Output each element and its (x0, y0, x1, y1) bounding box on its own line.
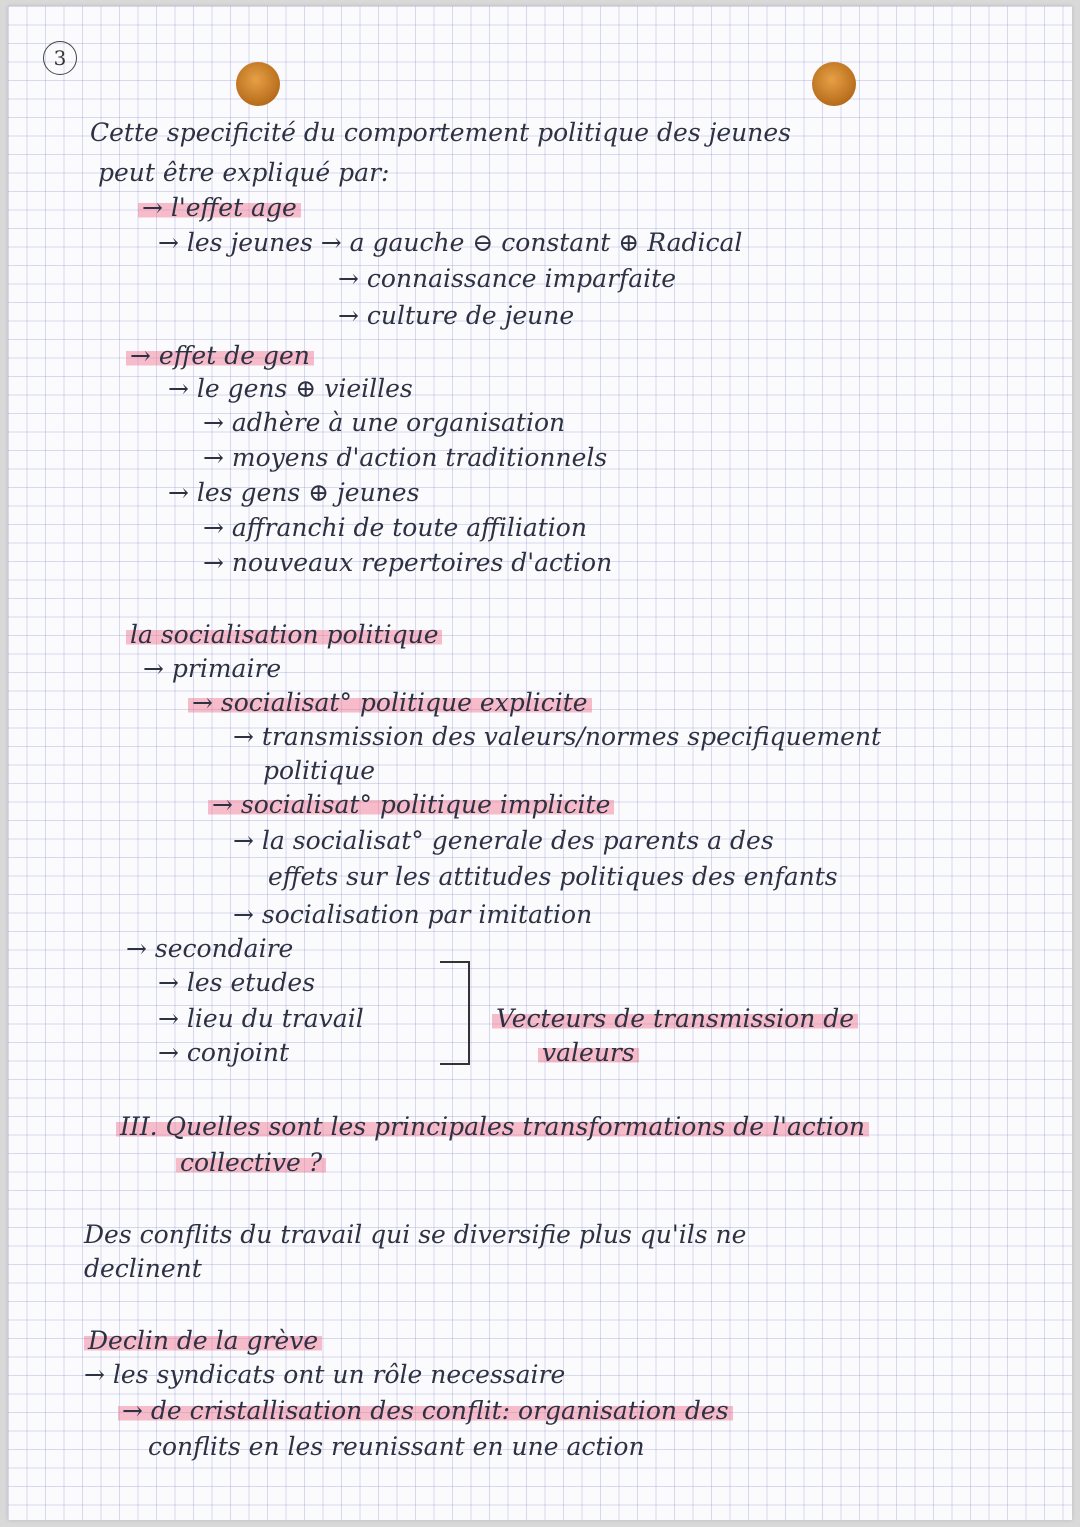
note-text: politique (263, 756, 375, 785)
note-text: Cette specificité du comportement politique des jeunes (90, 118, 791, 147)
note-line (98, 156, 389, 190)
note-line (263, 754, 375, 788)
note-line (188, 686, 592, 720)
note-text: Des conflits du travail qui se diversifie plus qu'ils ne (84, 1220, 747, 1249)
highlighted-text: → de cristallisation des conflit: organisation des (118, 1396, 733, 1425)
note-text: → la socialisat° generale des parents a des (233, 826, 774, 855)
highlighted-text: III. Quelles sont les principales transformations de l'action (116, 1112, 869, 1141)
highlighted-text: valeurs (538, 1038, 639, 1067)
note-line (84, 1252, 202, 1286)
note-line (90, 116, 791, 150)
note-text: → culture de jeune (338, 301, 575, 330)
bracket (440, 961, 470, 1065)
note-line (158, 1002, 364, 1036)
note-text: effets sur les attitudes politiques des enfants (268, 862, 838, 891)
note-line (233, 824, 774, 858)
note-line (203, 406, 565, 440)
note-line (338, 299, 574, 333)
highlighted-text: → socialisat° politique explicite (188, 688, 592, 717)
note-line (203, 511, 587, 545)
note-line (538, 1036, 639, 1070)
highlighted-text: la socialisation politique (126, 620, 442, 649)
highlighted-text: → effet de gen (126, 341, 314, 370)
note-text: → secondaire (126, 934, 294, 963)
note-line (84, 1358, 565, 1392)
punch-hole-right (812, 62, 856, 106)
note-text: → affranchi de toute affiliation (203, 513, 587, 542)
note-line (148, 1430, 645, 1464)
note-line (233, 898, 592, 932)
note-line (118, 1394, 733, 1428)
note-line (138, 191, 301, 225)
note-text: → le gens ⊕ vieilles (168, 374, 413, 403)
note-text: conflits en les reunissant en une action (148, 1432, 645, 1461)
notebook-page (8, 6, 1072, 1520)
note-text: → transmission des valeurs/normes specifiquement (233, 722, 882, 751)
note-line (168, 476, 419, 510)
punch-hole-left (236, 62, 280, 106)
note-line (492, 1002, 858, 1036)
note-line (268, 860, 838, 894)
note-line (158, 1036, 289, 1070)
note-text: → primaire (143, 654, 282, 683)
note-text: → nouveaux repertoires d'action (203, 548, 613, 577)
note-line (143, 652, 281, 686)
note-line (158, 966, 315, 1000)
note-line (233, 720, 881, 754)
note-line (203, 546, 612, 580)
note-text: → les syndicats ont un rôle necessaire (84, 1360, 566, 1389)
note-line (126, 618, 442, 652)
note-line (116, 1110, 869, 1144)
note-text: → adhère à une organisation (203, 408, 566, 437)
note-text: → les jeunes → a gauche ⊖ constant ⊕ Radical (158, 228, 743, 257)
note-text: → connaissance imparfaite (338, 264, 677, 293)
note-text: → les etudes (158, 968, 316, 997)
note-line (203, 441, 607, 475)
note-text: declinent (84, 1254, 202, 1283)
note-line (158, 226, 742, 260)
note-text: → les gens ⊕ jeunes (168, 478, 420, 507)
note-line (208, 788, 614, 822)
note-line (126, 932, 293, 966)
note-line (168, 372, 413, 406)
note-line (126, 339, 314, 373)
note-text: peut être expliqué par: (98, 158, 390, 187)
highlighted-text: Declin de la grève (84, 1326, 322, 1355)
highlighted-text: → socialisat° politique implicite (208, 790, 614, 819)
highlighted-text: → l'effet age (138, 193, 301, 222)
note-text: → conjoint (158, 1038, 289, 1067)
note-text: → socialisation par imitation (233, 900, 593, 929)
highlighted-text: collective ? (176, 1148, 326, 1177)
note-text: → moyens d'action traditionnels (203, 443, 608, 472)
highlighted-text: Vecteurs de transmission de (492, 1004, 858, 1033)
note-line (176, 1146, 326, 1180)
note-line (338, 262, 676, 296)
page-number: 3 (43, 41, 77, 75)
note-text: → lieu du travail (158, 1004, 364, 1033)
note-line (84, 1218, 746, 1252)
note-line (84, 1324, 322, 1358)
